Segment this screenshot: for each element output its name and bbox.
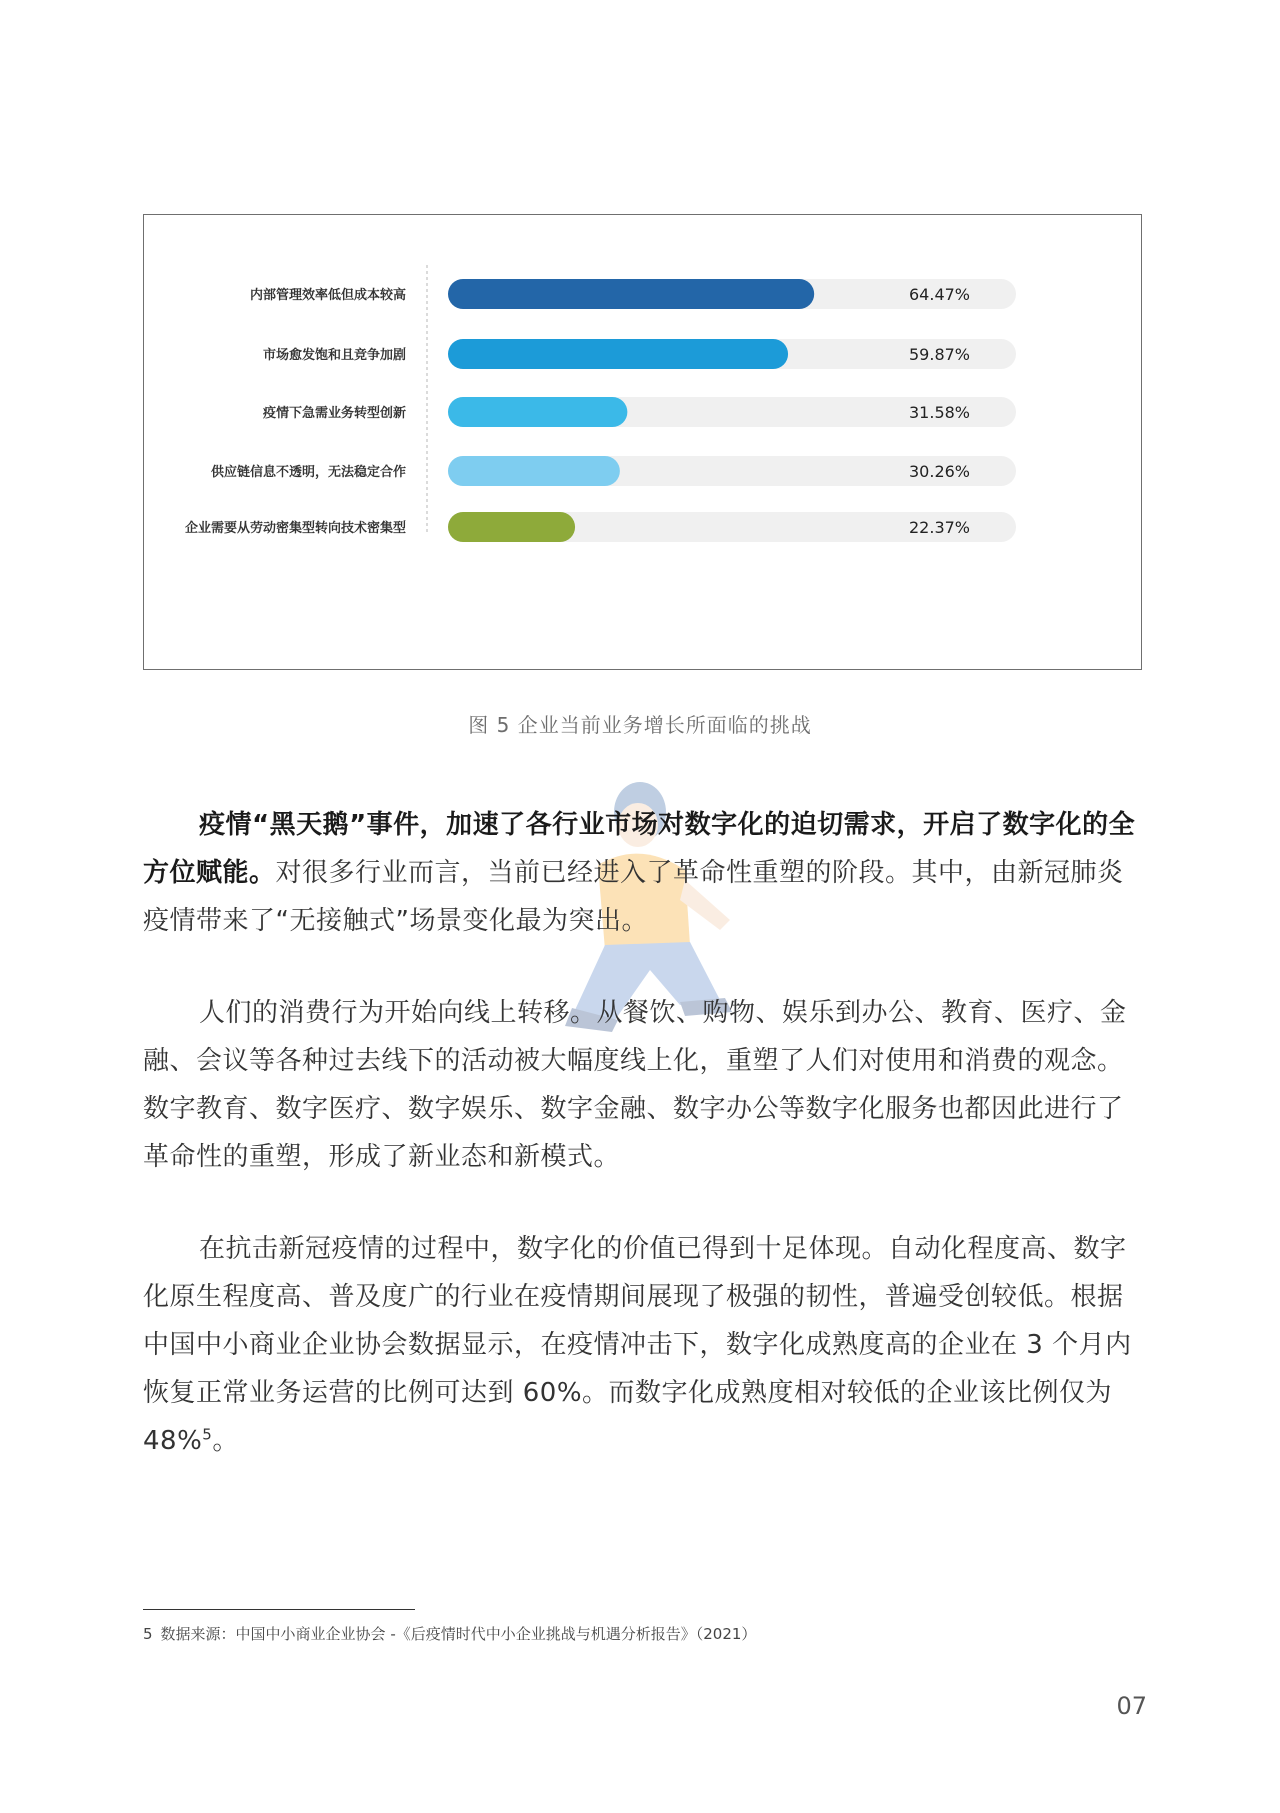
value-label-2: 59.87%: [909, 345, 971, 364]
paragraph-3-end: 。: [212, 1426, 239, 1456]
paragraph-2-text: 人们的消费行为开始向线上转移。从餐饮、购物、娱乐到办公、教育、医疗、金融、会议等各种过去线下的活动被大幅度线上化，重塑了人们对使用和消费的观念。数字教育、数字医疗、数字娱乐、数字金融、数字办公等数字化服务也都因此进行了革命性的重塑，形成了新业态和新模式。: [143, 998, 1127, 1172]
category-label-5: 企业需要从劳动密集型转向技术密集型: [184, 521, 406, 536]
footnote: [143, 1623, 756, 1644]
value-label-3: 31.58%: [909, 403, 971, 422]
paragraph-1-rest: 对很多行业而言，当前已经进入了革命性重塑的阶段。其中，由新冠肺炎疫情带来了“无接触式”场景变化最为突出。: [143, 858, 1124, 936]
paragraph-3: [143, 1225, 1143, 1465]
value-label-5: 22.37%: [909, 518, 971, 537]
figure-caption: 图 5 企业当前业务增长所面临的挑战: [468, 713, 812, 737]
bar-5: [448, 512, 575, 542]
category-label-1: 内部管理效率低但成本较高: [249, 288, 406, 303]
bar-1: [448, 279, 814, 309]
footnote-divider: [143, 1609, 415, 1610]
chart-svg: [144, 215, 1143, 671]
value-label-1: 64.47%: [909, 285, 971, 304]
paragraph-1-bold: 疫情“黑天鹅”事件，加速了各行业市场对数字化的迫切需求，开启了数字化的全方位赋能。: [143, 810, 1136, 888]
footnote-number: 5: [143, 1625, 153, 1643]
challenges-bar-chart: [143, 214, 1142, 670]
bar-4: [448, 456, 620, 486]
bar-2: [448, 339, 788, 369]
paragraph-2: [143, 989, 1143, 1181]
category-label-4: 供应链信息不透明，无法稳定合作: [210, 465, 406, 480]
value-label-4: 30.26%: [909, 462, 971, 481]
paragraph-3-text: 在抗击新冠疫情的过程中，数字化的价值已得到十足体现。自动化程度高、数字化原生程度高、普及度广的行业在疫情期间展现了极强的韧性，普遍受创较低。根据中国中小商业企业协会数据显示，在疫情冲击下，数字化成熟度高的企业在 3 个月内恢复正常业务运营的比例可达到 60%。而数字化成熟度相对较低的企业该比例仅为 48%: [143, 1234, 1132, 1456]
paragraph-1: [143, 801, 1143, 945]
footnote-text: 数据来源：中国中小商业企业协会 -《后疫情时代中小企业挑战与机遇分析报告》（2021）: [160, 1625, 757, 1643]
bar-3: [448, 397, 627, 427]
footnote-reference: 5: [202, 1425, 213, 1444]
category-label-2: 市场愈发饱和且竞争加剧: [262, 348, 406, 363]
category-label-3: 疫情下急需业务转型创新: [262, 406, 406, 421]
page-number: 07: [1116, 1692, 1147, 1720]
